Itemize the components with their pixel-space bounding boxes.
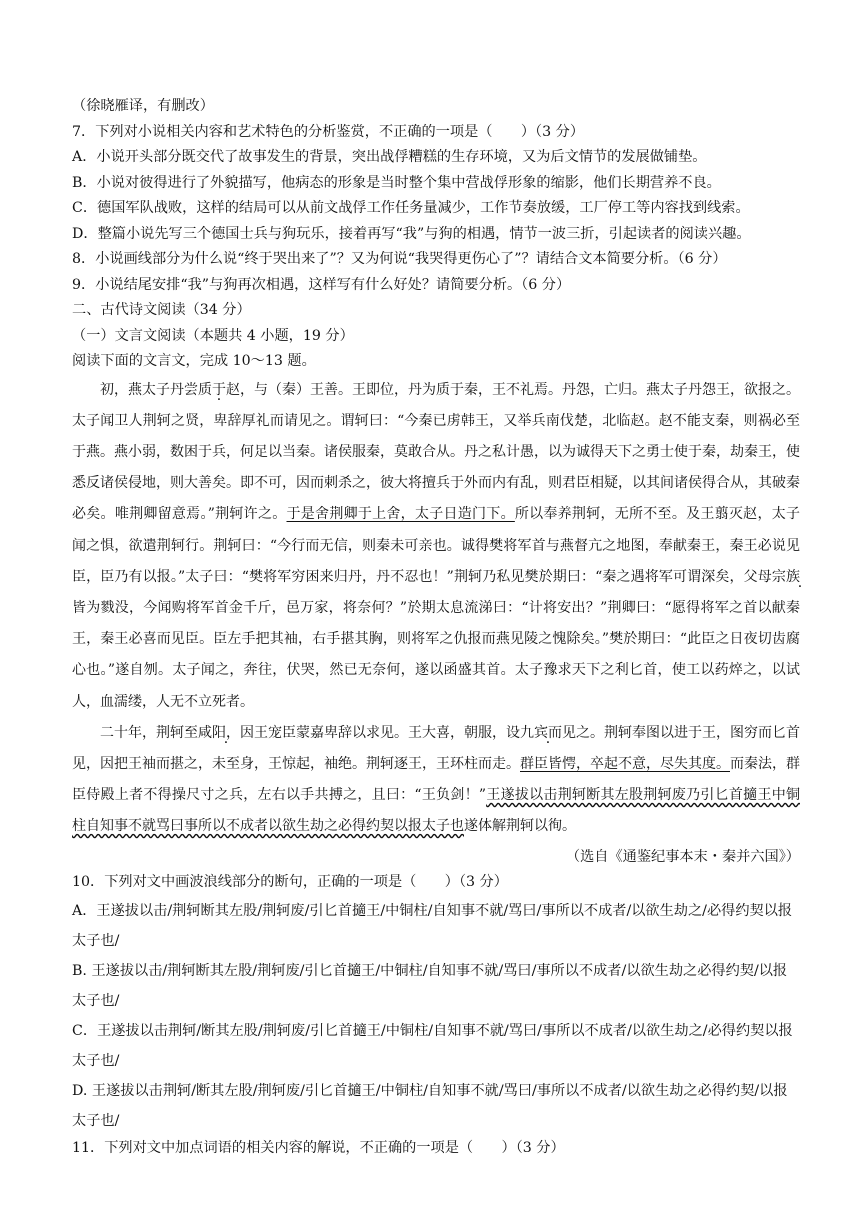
q7-option-b: B．小说对彼得进行了外貌描写，他病态的形象是当时整个集中营战俘形象的缩影，他们长期营养不良。 <box>72 174 721 191</box>
underlined-sentence-2: 群臣皆愕，卒起不意，尽失其度。 <box>520 755 730 772</box>
q10-option-d: D. 王遂拔以击荆轲/断其左股/荆轲废/引匕首擿王/中铜柱/自知事不就/骂曰/事所以不成者/以欲生劫之必得约契/以报太子也/ <box>72 1082 788 1129</box>
dotted-word-zhi: 质 <box>198 381 212 398</box>
q8-stem: 8．小说画线部分为什么说“终于哭出来了”？又为何说“我哭得更伤心了”？请结合文本简要分析。（6 分） <box>72 251 727 267</box>
q7-option-a: A．小说开头部分既交代了故事发生的背景，突出战俘糟糕的生存环境，又为后文情节的发展做铺垫。 <box>72 149 707 165</box>
q10-stem: 10．下列对文中画波浪线部分的断句，正确的一项是（ ）（3 分） <box>72 874 508 891</box>
dotted-word-zongzu: 宗族 <box>771 568 800 585</box>
reading-instruction: 阅读下面的文言文，完成 10～13 题。 <box>72 353 316 369</box>
q7-option-d: D．整篇小说先写三个德国士兵与狗玩乐，接着再写“我”与狗的相遇，情节一波三折，引起读者的阅读兴趣。 <box>72 225 751 242</box>
section-heading: 二、古代诗文阅读（34 分） <box>72 302 251 318</box>
wavy-underlined-passage: 王遂拔以击荆轲断其左股荆轲废乃引匕首擿王中铜柱自知事不就骂曰事所以不成者以欲生劫之必得约契以报太子也 <box>72 787 800 835</box>
passage-paragraph-2: 二十年，荆轲至咸阳，因王宠臣蒙嘉卑辞以求见。王大喜，朝服，设九宾而见之。荆轲奉图以进于王，图穷而匕首见，因把王袖而揕之，未至身，王惊起，袖绝。荆轲逐王，王环柱而走。群臣皆愕，卒起不意，尽失其度。而秦法，群臣侍殿上者不得操尺寸之兵，左右以手共搏之，且曰：“王负剑！”王遂拔以击荆轲断其左股荆轲废乃引匕首擿王中铜柱自知事不就骂曰事所以不成者以欲生劫之必得约契以报太子也遂体解荆轲以徇。 <box>72 724 800 835</box>
q10-option-c: C．王遂拔以击荆轲/断其左股/荆轲废/引匕首擿王/中铜柱/自知事不就/骂曰/事所以不成者/以欲生劫之/必得约契以报太子也/ <box>72 1022 793 1069</box>
passage-paragraph-1: 初，燕太子丹尝质于赵，与（秦）王善。王即位，丹为质于秦，王不礼焉。丹怨，亡归。燕太子丹怨王，欲报之。太子闻卫人荆轲之贤，卑辞厚礼而请见之。谓轲曰：“今秦已虏韩王，又举兵南伐楚，北临赵。赵不能支秦，则祸必至于燕。燕小弱，数困于兵，何足以当秦。诸侯服秦，莫敢合从。丹之私计愚，以为诚得天下之勇士使于秦，劫秦王，使悉反诸侯侵地，则大善矣。即不可，因而刺杀之，彼大将擅兵于外而内有乱，则君臣相疑，以其间诸侯得合从，其破秦必矣。唯荆卿留意焉。”荆轲许之。于是舍荆卿于上舍，太子日造门下。所以奉养荆轲，无所不至。及王翦灭赵，太子闻之惧，欲遣荆轲行。荆轲曰：“今行而无信，则秦未可亲也。诚得樊将军首与燕督亢之地图，奉献秦王，秦王必说见臣，臣乃有以报。”太子曰：“樊将军穷困来归丹，丹不忍也！”荆轲乃私见樊於期曰：“秦之遇将军可谓深矣，父母宗族皆为戮没，今闻购将军首金千斤，邑万家，将奈何？”於期太息流涕曰：“计将安出？”荆卿曰：“愿得将军之首以献秦王，秦王必喜而见臣。臣左手把其袖，右手揕其胸，则将军之仇报而燕见陵之愧除矣。”樊於期曰：“此臣之日夜切齿腐心也。”遂自刎。太子闻之，奔往，伏哭，然已无奈何，遂以函盛其首。太子豫求天下之利匕首，使工以药焠之，以试人，血濡缕，人无不立死者。 <box>72 381 800 710</box>
exam-page <box>72 94 800 1161</box>
dotted-word-jiubin: 九宾 <box>520 724 548 741</box>
subsection-heading: （一）文言文阅读（本题共 4 小题，19 分） <box>72 327 354 344</box>
q10-option-a: A．王遂拔以击/荆轲断其左股/荆轲废/引匕首擿王/中铜柱/自知事不就/骂曰/事所以不成者/以欲生劫之/必得约契以报太子也/ <box>72 902 793 949</box>
passage-citation: （选自《通鉴纪事本末・秦并六国》） <box>565 848 800 865</box>
q11-stem: 11．下列对文中加点词语的相关内容的解说，不正确的一项是（ ）（3 分） <box>72 1139 565 1156</box>
q7-option-c: C．德国军队战败，这样的结局可以从前文战俘工作任务量减少，工作节奏放缓，工厂停工等内容找到线索。 <box>72 200 750 216</box>
dotted-word-xianyang: 咸阳 <box>198 724 226 741</box>
q7-stem: 7．下列对小说相关内容和艺术特色的分析鉴赏，不正确的一项是（ ）（3 分） <box>72 123 585 140</box>
q10-option-b: B. 王遂拔以击/荆轲断其左股/荆轲废/引匕首擿王/中铜柱/自知事不就/骂曰/事所以不成者/以欲生劫之必得约契/以报太子也/ <box>72 962 788 1009</box>
underlined-sentence-1: 于是舍荆卿于上舍，太子日造门下。 <box>286 506 515 523</box>
q9-stem: 9．小说结尾安排“我”与狗再次相遇，这样写有什么好处？请简要分析。（6 分） <box>72 276 571 293</box>
source-note: （徐晓雁译，有删改） <box>72 98 214 114</box>
